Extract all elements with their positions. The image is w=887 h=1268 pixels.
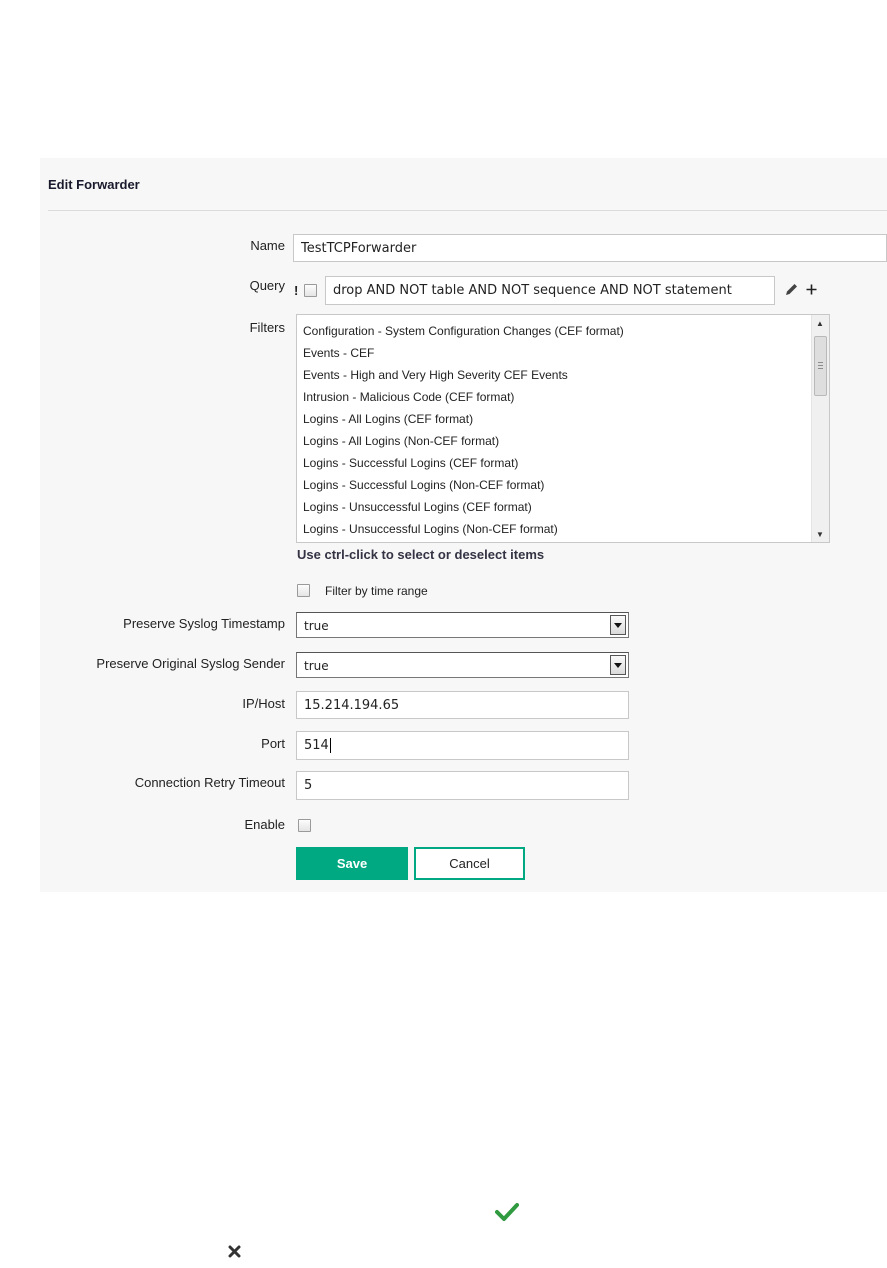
filter-option[interactable]: Logins - All Logins (CEF format)	[303, 412, 474, 426]
preserve-timestamp-label: Preserve Syslog Timestamp	[123, 616, 285, 631]
port-input[interactable]	[296, 731, 629, 760]
ip-host-input[interactable]	[296, 691, 629, 719]
time-range-checkbox[interactable]	[297, 584, 310, 597]
port-value: 514	[304, 738, 329, 753]
text-cursor	[330, 738, 331, 753]
plus-icon[interactable]	[805, 283, 818, 296]
retry-timeout-input[interactable]	[296, 771, 629, 800]
query-negation-marker: !	[294, 283, 299, 298]
filter-option[interactable]: Logins - All Logins (Non-CEF format)	[303, 434, 500, 448]
title-divider	[48, 210, 887, 211]
query-label: Query	[249, 278, 285, 293]
filters-listbox[interactable]	[296, 314, 830, 543]
preserve-sender-value: true	[304, 659, 329, 673]
page-title: Edit Forwarder	[48, 177, 140, 192]
filters-scrollbar[interactable]	[811, 315, 829, 542]
filter-option[interactable]: Logins - Unsuccessful Logins (Non-CEF format)	[303, 522, 558, 536]
filter-option[interactable]: Configuration - System Configuration Changes (CEF format)	[303, 324, 624, 338]
save-button[interactable]: Save	[296, 847, 408, 880]
pencil-icon[interactable]	[784, 282, 799, 297]
ip-host-label: IP/Host	[242, 696, 285, 711]
filter-option[interactable]: Logins - Successful Logins (Non-CEF format)	[303, 478, 545, 492]
checkmark-icon[interactable]	[495, 1202, 519, 1221]
preserve-sender-label: Preserve Original Syslog Sender	[96, 656, 285, 671]
filters-hint: Use ctrl-click to select or deselect items	[297, 547, 545, 562]
preserve-timestamp-value: true	[304, 619, 329, 633]
query-input[interactable]	[325, 276, 775, 305]
name-label: Name	[250, 238, 285, 253]
query-negate-checkbox[interactable]	[304, 284, 317, 297]
enable-label: Enable	[244, 817, 285, 832]
filter-option[interactable]: Events - CEF	[303, 346, 375, 360]
close-icon[interactable]	[228, 1245, 241, 1258]
filters-label: Filters	[249, 320, 285, 335]
ip-host-value: 15.214.194.65	[304, 697, 400, 713]
query-input-value: drop AND NOT table AND NOT sequence AND NOT statement	[333, 283, 732, 298]
preserve-timestamp-select[interactable]	[296, 612, 629, 638]
preserve-sender-select[interactable]	[296, 652, 629, 678]
chevron-down-icon[interactable]	[610, 655, 626, 675]
enable-checkbox[interactable]	[298, 819, 311, 832]
filter-option[interactable]: Logins - Unsuccessful Logins (CEF format)	[303, 500, 532, 514]
scroll-down-arrow-icon[interactable]: ▼	[816, 530, 824, 539]
time-range-label: Filter by time range	[325, 584, 428, 598]
filter-option[interactable]: Intrusion - Malicious Code (CEF format)	[303, 390, 515, 404]
retry-timeout-value: 5	[304, 778, 313, 793]
name-input-value: TestTCPForwarder	[301, 240, 417, 256]
filter-option[interactable]: Events - High and Very High Severity CEF Events	[303, 368, 568, 382]
scroll-up-arrow-icon[interactable]: ▲	[816, 319, 824, 328]
filter-option[interactable]: Logins - Successful Logins (CEF format)	[303, 456, 519, 470]
cancel-button[interactable]: Cancel	[414, 847, 525, 880]
retry-timeout-label: Connection Retry Timeout	[134, 775, 285, 790]
port-label: Port	[261, 736, 285, 751]
name-input[interactable]	[293, 234, 887, 262]
chevron-down-icon[interactable]	[610, 615, 626, 635]
scrollbar-thumb[interactable]	[814, 336, 827, 396]
